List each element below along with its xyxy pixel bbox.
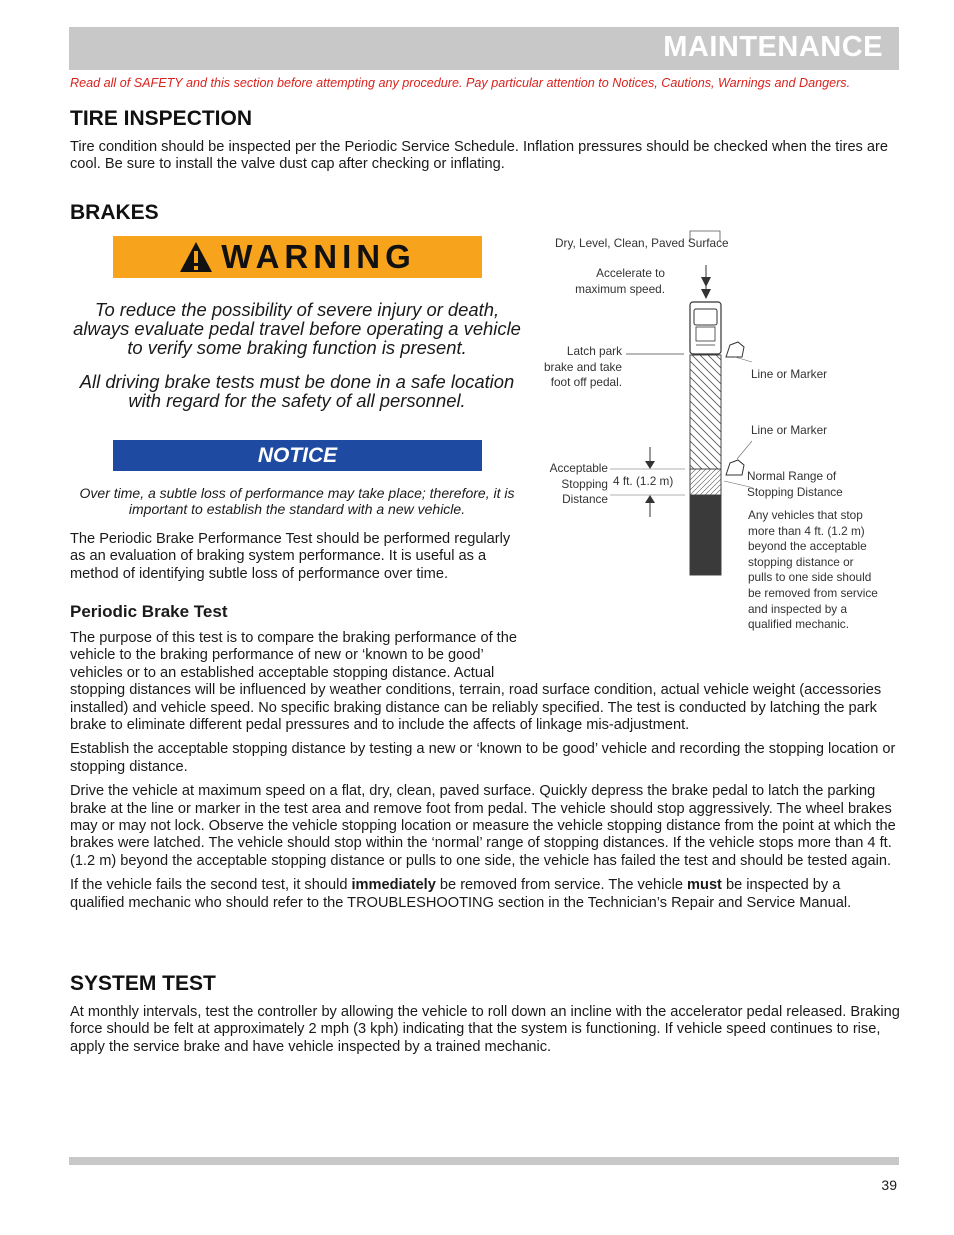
latch-label: Latch park brake and take foot off pedal.	[543, 344, 622, 390]
system-test-heading: SYSTEM TEST	[70, 972, 216, 995]
warning-banner	[113, 236, 482, 278]
fail-zone	[690, 495, 721, 575]
tire-inspection-heading: TIRE INSPECTION	[70, 107, 253, 130]
periodic-p4-emphasis: immediately	[351, 877, 436, 894]
acceptable-distance-label: Acceptable Stopping Distance	[549, 461, 608, 507]
warning-triangle-icon	[179, 241, 213, 273]
accelerate-label: Accelerate to maximum speed.	[575, 266, 665, 296]
warning-text-2: All driving brake tests must be done in a safe location with regard for the safety of all personnel.	[79, 371, 515, 411]
brakes-heading: BRAKES	[70, 201, 159, 224]
periodic-p4-emphasis: must	[687, 877, 722, 894]
marker-label-1: Line or Marker	[751, 367, 828, 381]
periodic-p2: Establish the acceptable stopping distance by testing a new or ‘known to be good’ vehicle and recording the stopping location or stopping distance.	[70, 741, 896, 775]
brake-test-intro: The Periodic Brake Performance Test should be performed regularly as an evaluation of braking system performance. It is useful as a method of identifying subtle loss of performance over time.	[70, 531, 511, 582]
periodic-p3: Drive the vehicle at maximum speed on a flat, dry, clean, paved surface. Quickly depress the brake pedal to latch the parking brake at the line or marker in the test area and remove foot from pedal. The vehicle should stop aggressively. The wheel brakes may or may not lock. Observe the vehicle stopping location or measure the vehicle stopping distance from the point at which the brakes were latched. The vehicle should stop within the ‘normal’ range of stopping distances. If the vehicle stops more than 4 ft. (1.2 m) beyond the acceptable stopping distance or pulls to one side, the vehicle has failed the test and should be tested again.	[70, 783, 896, 869]
normal-range-zone	[690, 469, 721, 495]
distance-label: 4 ft. (1.2 m)	[613, 474, 674, 488]
diagram-wrap-spacer	[522, 630, 896, 666]
normal-range-label: Normal Range of Stopping Distance	[747, 469, 843, 499]
page-number: 39	[881, 1177, 897, 1193]
periodic-brake-test-body	[70, 630, 896, 912]
warning-text-1: To reduce the possibility of severe injury or death, always evaluate pedal travel before operating a vehicle to verify some braking function is present.	[73, 299, 521, 358]
notice-banner	[113, 440, 482, 471]
page-title: MAINTENANCE	[663, 31, 883, 63]
periodic-p4	[70, 877, 896, 912]
periodic-p4-part: be removed from service. The vehicle	[435, 877, 688, 894]
notice-label: NOTICE	[257, 443, 338, 467]
surface-label: Dry, Level, Clean, Paved Surface	[555, 236, 729, 250]
periodic-p4-part: If the vehicle fails the second test, it should	[70, 877, 352, 894]
periodic-p4-part: be inspected by a qualified mechanic who should refer to the TROUBLESHOOTING section in the Technician’s Repair and Service Manual.	[70, 877, 852, 911]
safety-note: Read all of SAFETY and this section before attempting any procedure. Pay particular attention to Notices, Cautions, Warnings and Dangers.	[70, 76, 851, 90]
fail-note: Any vehicles that stop more than 4 ft. (1.2 m) beyond the acceptable stopping distance or pulls to one side should be removed from service and inspected by a qualified mechanic.	[748, 508, 878, 632]
marker-cone-icon	[726, 342, 752, 362]
periodic-brake-test-heading: Periodic Brake Test	[70, 602, 228, 621]
warning-label: WARNING	[221, 238, 416, 275]
periodic-p1: The purpose of this test is to compare the braking performance of the vehicle to the braking performance of new or ‘known to be good’ vehicles or to an established acceptable stopping distance. Actual stopping distances will be influenced by weather conditions, terrain, road surface condition, actual vehicle weight (accessories installed) and vehicle speed. No specific braking distance can be reliably specified. The test is conducted by latching the park brake to eliminate different pedal pressures and to include the affects of linkage mis-adjustment.	[70, 630, 882, 734]
braking-zone	[690, 355, 721, 469]
footer-bar	[69, 1157, 899, 1165]
tire-inspection-text: Tire condition should be inspected per the Periodic Service Schedule. Inflation pressures should be checked when the tires are cool. Be sure to install the valve dust cap after checking or inflating.	[70, 139, 888, 173]
vehicle-icon	[690, 302, 721, 354]
marker-label-2: Line or Marker	[751, 423, 828, 437]
header-bar	[69, 27, 899, 70]
notice-text: Over time, a subtle loss of performance may take place; therefore, it is important to establish the standard with a new vehicle.	[79, 485, 515, 517]
system-test-text: At monthly intervals, test the controller by allowing the vehicle to roll down an incline with the accelerator pedal released. Braking force should be felt at approximately 2 mph (3 kph) indicating that the system is functioning. If vehicle speed continues to rise, apply the service brake and have vehicle inspected by a trained mechanic.	[70, 1004, 900, 1055]
